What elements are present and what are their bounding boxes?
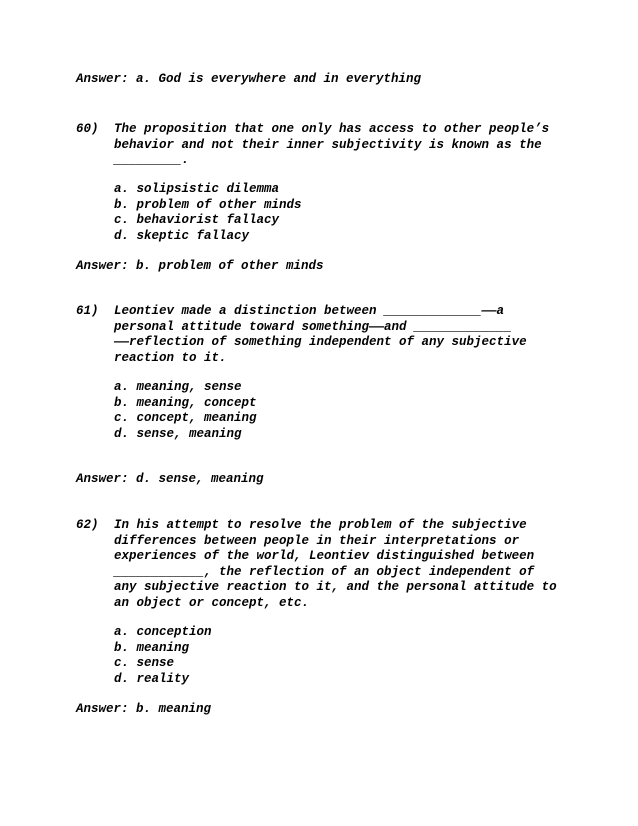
question-60-option-d: d. skeptic fallacy [114, 229, 250, 243]
question-61-option-d: d. sense, meaning [114, 427, 242, 441]
question-62-option-b: b. meaning [114, 641, 190, 655]
question-60-line-1: The proposition that one only has access to other people’s [114, 122, 550, 136]
question-61-option-c: c. concept, meaning [114, 411, 257, 425]
question-61-option-b: b. meaning, concept [114, 396, 257, 410]
question-62-option-a: a. conception [114, 625, 212, 639]
question-62-line-5: any subjective reaction to it, and the personal attitude to [114, 580, 557, 594]
answer-59: Answer: a. God is everywhere and in everything [76, 72, 422, 86]
question-62-line-4: ____________, the reflection of an object independent of [114, 565, 535, 579]
answer-61: Answer: d. sense, meaning [76, 472, 264, 486]
answer-60: Answer: b. problem of other minds [76, 259, 324, 273]
question-61-number: 61) [76, 304, 99, 318]
question-62-line-6: an object or concept, etc. [114, 596, 310, 610]
question-62-option-c: c. sense [114, 656, 175, 670]
question-60-option-c: c. behaviorist fallacy [114, 213, 280, 227]
question-60-line-2: behavior and not their inner subjectivity is known as the [114, 138, 542, 152]
question-61-line-2: personal attitude toward something——and _____________ [114, 320, 512, 334]
question-62-number: 62) [76, 518, 99, 532]
question-60-option-a: a. solipsistic dilemma [114, 182, 280, 196]
question-61-line-4: reaction to it. [114, 351, 227, 365]
question-61-line-1: Leontiev made a distinction between _____________——a [114, 304, 505, 318]
question-60-number: 60) [76, 122, 99, 136]
question-60-option-b: b. problem of other minds [114, 198, 302, 212]
answer-62: Answer: b. meaning [76, 702, 212, 716]
question-62-line-3: experiences of the world, Leontiev distinguished between [114, 549, 535, 563]
question-62-option-d: d. reality [114, 672, 190, 686]
question-61-option-a: a. meaning, sense [114, 380, 242, 394]
question-61-line-3: ——reflection of something independent of any subjective [114, 335, 527, 349]
question-62-line-1: In his attempt to resolve the problem of the subjective [114, 518, 527, 532]
question-60-line-3: _________. [114, 153, 190, 167]
question-62-line-2: differences between people in their interpretations or [114, 534, 520, 548]
